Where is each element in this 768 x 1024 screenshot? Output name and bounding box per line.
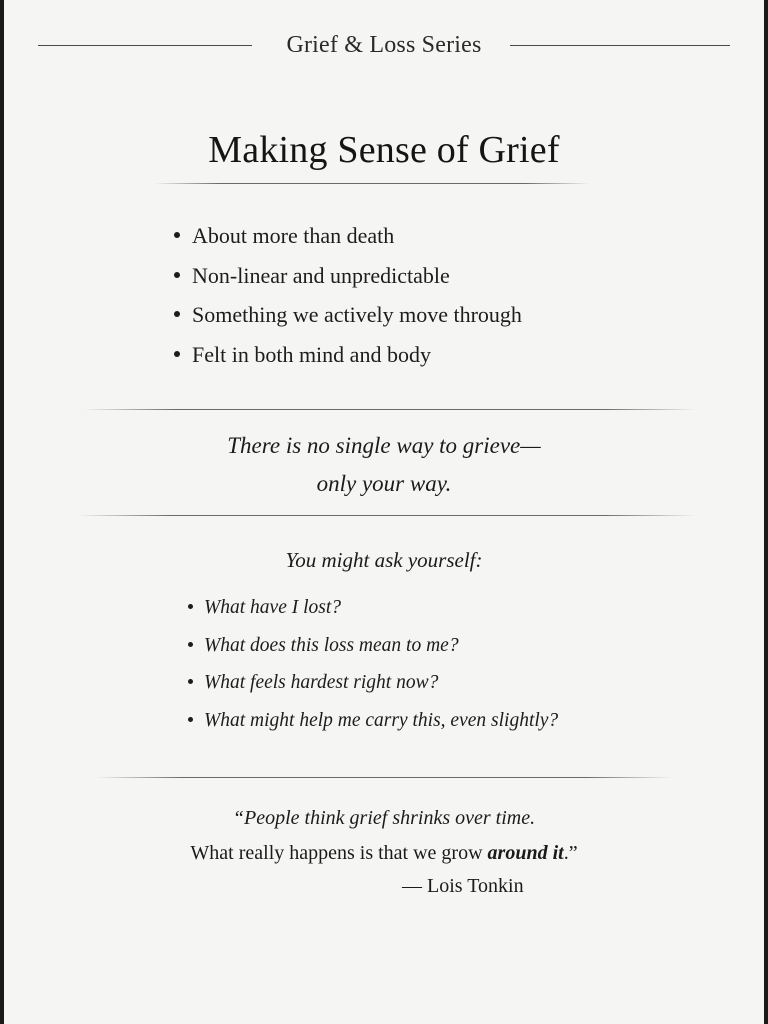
section-divider (84, 409, 696, 410)
quote-line-2 (4, 836, 764, 871)
header-rule-right (510, 45, 730, 46)
quote-line-2-end: .” (563, 842, 578, 864)
quote-emphasis: around it (487, 842, 564, 864)
document-page (4, 0, 764, 1024)
list-item (188, 635, 558, 673)
quote-author: — Lois Tonkin (402, 875, 524, 897)
list-item (174, 263, 522, 303)
list-item (188, 672, 558, 710)
page-title: Making Sense of Grief (208, 129, 560, 171)
section-divider (96, 777, 672, 778)
section-divider (78, 515, 696, 516)
list-item (174, 302, 522, 342)
bullet-icon (174, 272, 180, 278)
header-rule-left (38, 45, 252, 46)
grief-facts-list (174, 223, 522, 381)
series-header (4, 28, 764, 64)
bullet-icon (174, 351, 180, 357)
quote-line-1: “People think grief shrinks over time. (232, 807, 536, 829)
question-text: What feels hardest right now? (204, 672, 439, 693)
fact-text: Something we actively move through (192, 302, 522, 327)
quote-line-2-start: What really happens is that we grow (190, 842, 488, 864)
bullet-icon (174, 311, 180, 317)
bullet-icon (188, 642, 193, 647)
bullet-icon (174, 232, 180, 238)
list-item (174, 342, 522, 382)
list-item (188, 710, 558, 748)
bullet-icon (188, 604, 193, 609)
fact-text: Non-linear and unpredictable (192, 262, 450, 288)
reflection-heading: You might ask yourself: (285, 548, 483, 572)
series-title: Grief & Loss Series (286, 31, 482, 58)
list-item (174, 223, 522, 263)
title-divider (154, 183, 590, 184)
quote-block (4, 801, 764, 871)
statement-line-1: There is no single way to grieve— (227, 433, 541, 458)
question-text: What might help me carry this, even slightly? (204, 709, 559, 731)
bullet-icon (188, 679, 193, 684)
bullet-icon (188, 717, 193, 722)
list-item (188, 597, 558, 635)
question-text: What have I lost? (204, 597, 342, 618)
center-statement (4, 427, 764, 503)
question-text: What does this loss mean to me? (204, 634, 459, 656)
reflection-questions-list (188, 597, 558, 747)
fact-text: Felt in both mind and body (192, 341, 431, 367)
statement-line-2: only your way. (316, 471, 452, 496)
fact-text: About more than death (192, 223, 395, 248)
